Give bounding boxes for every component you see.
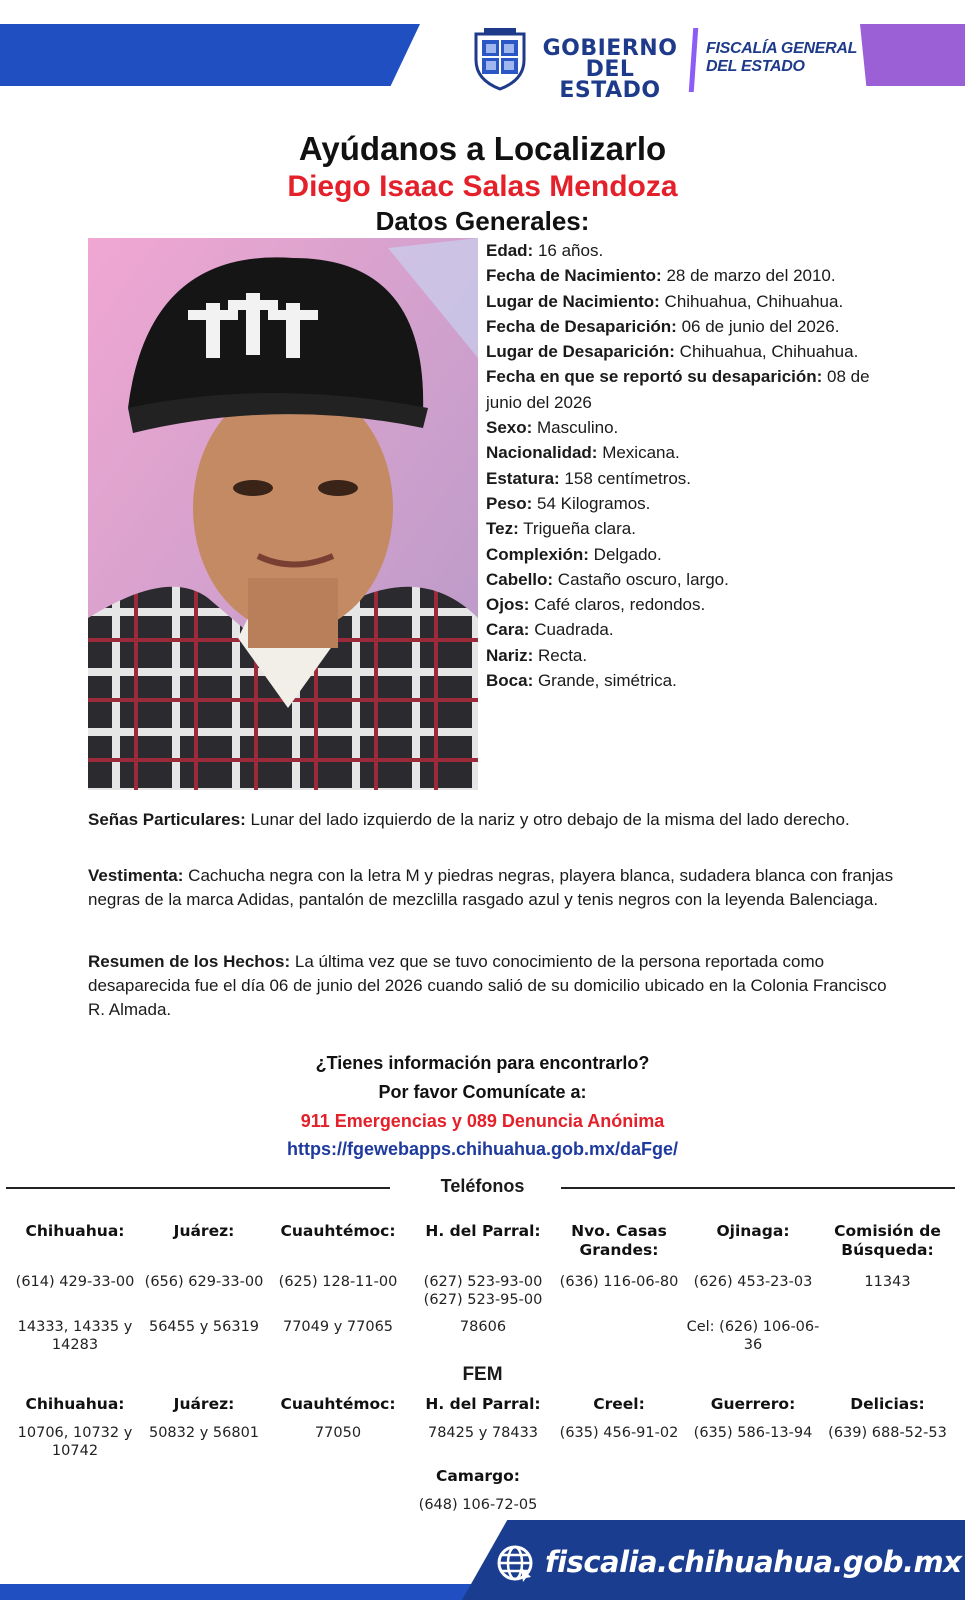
general-data-list xyxy=(486,238,876,693)
phone-extension: Cel: (626) 106-06-36 xyxy=(686,1319,820,1353)
person-photo xyxy=(88,238,478,790)
phone-number[interactable]: (656) 629-33-00 xyxy=(144,1274,264,1290)
info-nationality: Nacionalidad: Mexicana. xyxy=(486,443,680,463)
phone-number[interactable]: (626) 453-23-03 xyxy=(693,1274,813,1290)
fem-header-camargo: Camargo: xyxy=(435,1467,521,1485)
phone-number[interactable]: (625) 128-11-00 xyxy=(278,1274,398,1290)
phone-header: Nvo. Casas Grandes: xyxy=(571,1222,667,1259)
phone-header: Comisión de Búsqueda: xyxy=(834,1222,941,1259)
info-disappearance-date: Fecha de Desaparición: 06 de junio del 2026. xyxy=(486,316,840,336)
info-nose: Nariz: Recta. xyxy=(486,645,588,665)
distinguishing-marks: Señas Particulares: Lunar del lado izquierdo de la nariz y otro debajo de la misma del lado derecho. xyxy=(88,810,850,829)
phone-header: Juárez: xyxy=(173,1222,235,1240)
info-disappearance-place: Lugar de Desaparición: Chihuahua, Chihuahua. xyxy=(486,342,859,362)
info-face: Cara: Cuadrada. xyxy=(486,620,614,640)
fem-header: Cuauhtémoc: xyxy=(280,1395,396,1413)
report-link[interactable]: https://fgewebapps.chihuahua.gob.mx/daFge/ xyxy=(286,1139,679,1159)
info-height: Estatura: 158 centímetros. xyxy=(486,468,692,488)
fem-number[interactable]: (639) 688-52-53 xyxy=(828,1425,947,1441)
phone-header: Chihuahua: xyxy=(25,1222,125,1240)
fem-number-camargo[interactable]: (648) 106-72-05 xyxy=(418,1497,538,1513)
phone-extension: 56455 y 56319 xyxy=(148,1319,260,1335)
phone-header: H. del Parral: xyxy=(425,1222,541,1240)
info-weight: Peso: 54 Kilogramos. xyxy=(486,493,651,513)
info-report-date: Fecha en que se reportó su desaparición: 08 de junio del 2026 xyxy=(486,367,870,412)
fem-number[interactable]: (635) 456-91-02 xyxy=(559,1425,679,1441)
info-sex: Sexo: Masculino. xyxy=(486,418,619,438)
info-hair: Cabello: Castaño oscuro, largo. xyxy=(486,569,729,589)
phone-header: Cuauhtémoc: xyxy=(280,1222,396,1240)
header-purple-band xyxy=(860,24,965,86)
phone-number[interactable]: (636) 116-06-80 xyxy=(559,1274,679,1290)
facts-summary: Resumen de los Hechos: La última vez que se tuvo conocimiento de la persona reportada como desaparecida fue el día 06 de junio del 2026 cuando salió de su domicilio ubicado en la Colonia Francisco R. Almada. xyxy=(88,952,887,1019)
info-birth-date: Fecha de Nacimiento: 28 de marzo del 2010. xyxy=(486,266,836,286)
fem-header: Chihuahua: xyxy=(25,1395,125,1413)
phone-number[interactable]: 11343 xyxy=(864,1274,911,1290)
phone-number[interactable]: (614) 429-33-00 xyxy=(15,1274,135,1290)
fem-number[interactable]: (635) 586-13-94 xyxy=(693,1425,813,1441)
fem-title: FEM xyxy=(462,1364,503,1385)
fiscalia-logo: FISCALÍA GENERAL DEL ESTADO xyxy=(706,40,858,75)
clothing: Vestimenta: Cachucha negra con la letra M y piedras negras, playera blanca, sudadera blanca con franjas negras de la marca Adidas, pantalón de mezclilla rasgado azul y tenis negros con la leyenda Balenciaga. xyxy=(88,866,894,909)
info-birth-place: Lugar de Nacimiento: Chihuahua, Chihuahua. xyxy=(486,291,844,311)
contact-question: ¿Tienes información para encontrarlo? xyxy=(315,1053,650,1073)
globe-icon xyxy=(495,1543,535,1583)
info-eyes: Ojos: Café claros, redondos. xyxy=(486,595,706,615)
fem-header: H. del Parral: xyxy=(425,1395,541,1413)
phone-extension: 77049 y 77065 xyxy=(282,1319,394,1335)
info-skin: Tez: Trigueña clara. xyxy=(486,519,636,539)
fem-number: 77050 xyxy=(314,1425,362,1441)
info-mouth: Boca: Grande, simétrica. xyxy=(486,671,677,691)
person-name: Diego Isaac Salas Mendoza xyxy=(287,170,678,203)
info-age: Edad: 16 años. xyxy=(486,241,604,260)
fem-header: Guerrero: xyxy=(710,1395,796,1413)
section-title: Datos Generales: xyxy=(375,206,590,236)
fem-number: 78425 y 78433 xyxy=(427,1425,539,1441)
header-blue-band xyxy=(0,24,420,86)
page-title: Ayúdanos a Localizarlo xyxy=(298,130,667,167)
phones-title: Teléfonos xyxy=(440,1176,525,1196)
contact-please: Por favor Comunícate a: xyxy=(378,1082,587,1102)
fem-header: Juárez: xyxy=(173,1395,235,1413)
gobierno-del-estado-logo: GOBIERNO DEL ESTADO xyxy=(542,36,678,103)
footer-website[interactable]: fiscalia.chihuahua.gob.mx xyxy=(545,1545,962,1579)
fem-header: Delicias: xyxy=(850,1395,925,1413)
phone-header: Ojinaga: xyxy=(716,1222,790,1240)
info-build: Complexión: Delgado. xyxy=(486,544,662,564)
emergency-numbers: 911 Emergencias y 089 Denuncia Anónima xyxy=(300,1111,665,1131)
state-crest-icon xyxy=(470,26,530,92)
fem-number: 50832 y 56801 xyxy=(148,1425,260,1441)
phone-number[interactable]: (627) 523-93-00 (627) 523-95-00 xyxy=(423,1274,543,1308)
logo-separator xyxy=(689,28,698,92)
phone-extension: 14333, 14335 y 14283 xyxy=(17,1319,133,1353)
fem-header: Creel: xyxy=(593,1395,645,1413)
fem-number: 10706, 10732 y 10742 xyxy=(17,1425,133,1459)
phone-extension: 78606 xyxy=(459,1319,507,1335)
